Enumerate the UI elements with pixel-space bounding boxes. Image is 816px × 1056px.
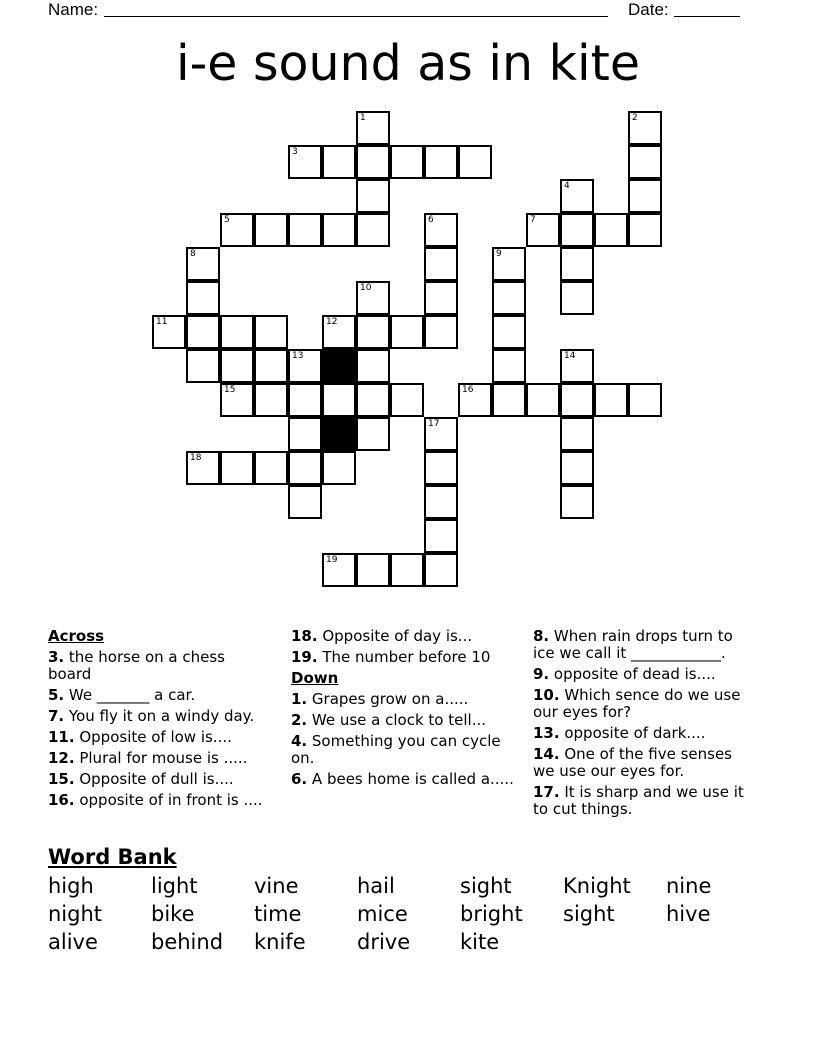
word-bank-word: vine [254, 874, 299, 898]
grid-cell[interactable] [186, 315, 220, 349]
grid-cell[interactable] [560, 247, 594, 281]
word-bank-word: kite [460, 930, 500, 954]
grid-cell[interactable] [288, 213, 322, 247]
clue-number: 9. [533, 665, 550, 683]
clue-number: 14 [564, 351, 576, 361]
clue-number: 12. [48, 749, 75, 767]
clue-number: 19 [326, 555, 338, 565]
clue-item [533, 687, 757, 721]
word-bank-word: bright [460, 902, 523, 926]
blocked-cell [322, 349, 356, 383]
word-bank-word: behind [151, 930, 224, 954]
grid-cell[interactable] [424, 417, 458, 451]
grid-cell[interactable] [492, 383, 526, 417]
clue-item [48, 750, 272, 767]
grid-cell[interactable] [186, 451, 220, 485]
clue-text: the horse on a chess board [48, 648, 225, 683]
clue-text: We _______ a car. [64, 686, 196, 704]
grid-cell[interactable] [220, 213, 254, 247]
blocked-cell [322, 417, 356, 451]
grid-cell[interactable] [254, 383, 288, 417]
grid-cell[interactable] [186, 349, 220, 383]
grid-cell[interactable] [424, 281, 458, 315]
word-bank-word: drive [357, 930, 411, 954]
clue-number: 11. [48, 728, 75, 746]
grid-cell[interactable] [424, 485, 458, 519]
grid-cell[interactable] [220, 383, 254, 417]
clue-text: We use a clock to tell... [307, 711, 487, 729]
grid-cell[interactable] [220, 315, 254, 349]
clue-item [533, 666, 757, 683]
word-bank-word: bike [151, 902, 195, 926]
clue-item [48, 729, 272, 746]
grid-cell[interactable] [356, 383, 390, 417]
clue-text: Something you can cycle on. [291, 732, 501, 767]
clue-number: 19. [291, 648, 318, 666]
grid-cell[interactable] [288, 451, 322, 485]
clue-number: 4. [291, 732, 308, 750]
grid-cell[interactable] [288, 417, 322, 451]
clue-text: One of the five senses we use our eyes for. [533, 745, 732, 780]
clue-number: 16. [48, 791, 75, 809]
clue-text: A bees home is called a..... [307, 770, 514, 788]
clue-item [291, 628, 515, 645]
grid-cell[interactable] [492, 247, 526, 281]
word-bank-word: sight [563, 902, 615, 926]
word-bank-word: light [151, 874, 198, 898]
clue-number: 7 [530, 215, 536, 225]
word-bank-word: nine [666, 874, 712, 898]
clue-number: 6 [428, 215, 434, 225]
clue-number: 5. [48, 686, 65, 704]
grid-cell[interactable] [560, 485, 594, 519]
clue-number: 17. [533, 783, 560, 801]
word-bank-word: sight [460, 874, 512, 898]
clue-number: 6. [291, 770, 308, 788]
clue-text: opposite of dead is.... [549, 665, 716, 683]
clue-number: 8 [190, 249, 196, 259]
clue-number: 10 [360, 283, 372, 293]
clue-text: Opposite of dull is.... [74, 770, 234, 788]
grid-cell[interactable] [424, 519, 458, 553]
grid-cell[interactable] [424, 213, 458, 247]
clue-number: 2. [291, 711, 308, 729]
grid-cell[interactable] [356, 145, 390, 179]
clue-text: opposite of in front is .... [74, 791, 263, 809]
clue-text: Opposite of low is.... [74, 728, 232, 746]
clue-number: 1 [360, 113, 366, 123]
grid-cell[interactable] [356, 349, 390, 383]
clue-item [291, 649, 515, 666]
clue-number: 13. [533, 724, 560, 742]
grid-cell[interactable] [526, 213, 560, 247]
clue-item [533, 628, 757, 662]
clue-item [291, 712, 515, 729]
down-heading: Down [291, 669, 339, 687]
grid-cell[interactable] [560, 281, 594, 315]
grid-cell[interactable] [288, 145, 322, 179]
grid-cell[interactable] [458, 145, 492, 179]
grid-cell[interactable] [492, 315, 526, 349]
grid-cell[interactable] [492, 281, 526, 315]
grid-cell[interactable] [220, 451, 254, 485]
grid-cell[interactable] [254, 213, 288, 247]
clue-number: 5 [224, 215, 230, 225]
clue-item [291, 691, 515, 708]
grid-cell[interactable] [458, 383, 492, 417]
clue-number: 14. [533, 745, 560, 763]
grid-cell[interactable] [526, 383, 560, 417]
grid-cell[interactable] [560, 179, 594, 213]
clue-number: 7. [48, 707, 65, 725]
clue-number: 12 [326, 317, 338, 327]
date-label: Date: [628, 0, 669, 19]
grid-cell[interactable] [560, 417, 594, 451]
grid-cell[interactable] [356, 281, 390, 315]
grid-cell[interactable] [424, 315, 458, 349]
grid-cell[interactable] [356, 179, 390, 213]
grid-cell[interactable] [390, 383, 424, 417]
clue-item [291, 733, 515, 767]
clue-text: opposite of dark.... [559, 724, 706, 742]
clue-number: 13 [292, 351, 304, 361]
clue-text: Opposite of day is... [317, 627, 473, 645]
clue-text: Which sence do we use our eyes for? [533, 686, 741, 721]
clue-item [533, 746, 757, 780]
word-bank-word: knife [254, 930, 306, 954]
grid-cell[interactable] [424, 145, 458, 179]
clue-text: It is sharp and we use it to cut things. [533, 783, 744, 818]
grid-cell[interactable] [254, 451, 288, 485]
grid-cell[interactable] [628, 145, 662, 179]
clue-number: 1. [291, 690, 308, 708]
word-bank-title: Word Bank [48, 845, 177, 869]
grid-cell[interactable] [288, 383, 322, 417]
word-bank-word: mice [357, 902, 408, 926]
word-bank-word: hail [357, 874, 395, 898]
clue-column-2 [291, 628, 515, 792]
clue-text: Plural for mouse is ..... [74, 749, 248, 767]
clue-item [291, 771, 515, 788]
grid-cell[interactable] [356, 315, 390, 349]
grid-cell[interactable] [560, 213, 594, 247]
clue-number: 16 [462, 385, 474, 395]
grid-cell[interactable] [356, 553, 390, 587]
grid-cell[interactable] [356, 111, 390, 145]
grid-cell[interactable] [322, 553, 356, 587]
grid-cell[interactable] [288, 485, 322, 519]
grid-cell[interactable] [322, 315, 356, 349]
grid-cell[interactable] [492, 349, 526, 383]
grid-cell[interactable] [560, 349, 594, 383]
grid-cell[interactable] [390, 315, 424, 349]
clue-column-1 [48, 628, 272, 813]
clue-text: Grapes grow on a..... [307, 690, 469, 708]
clue-number: 9 [496, 249, 502, 259]
clue-item [48, 792, 272, 809]
word-bank-word: alive [48, 930, 98, 954]
grid-cell[interactable] [390, 553, 424, 587]
grid-cell[interactable] [288, 349, 322, 383]
grid-cell[interactable] [628, 383, 662, 417]
clue-number: 2 [632, 113, 638, 123]
word-bank-word: high [48, 874, 94, 898]
grid-cell[interactable] [424, 451, 458, 485]
grid-cell[interactable] [254, 349, 288, 383]
grid-cell[interactable] [594, 213, 628, 247]
grid-cell[interactable] [594, 383, 628, 417]
grid-cell[interactable] [322, 383, 356, 417]
clue-number: 18. [291, 627, 318, 645]
word-bank-word: hive [666, 902, 711, 926]
grid-cell[interactable] [322, 145, 356, 179]
clue-number: 10. [533, 686, 560, 704]
name-label: Name: [48, 0, 99, 19]
clue-item [533, 725, 757, 742]
clue-text: You fly it on a windy day. [64, 707, 255, 725]
clue-item [48, 771, 272, 788]
grid-cell[interactable] [628, 179, 662, 213]
grid-cell[interactable] [322, 213, 356, 247]
grid-cell[interactable] [254, 315, 288, 349]
clue-number: 18 [190, 453, 202, 463]
clue-text: When rain drops turn to ice we call it ____________. [533, 627, 733, 662]
clue-item [48, 649, 272, 683]
grid-cell[interactable] [186, 247, 220, 281]
grid-cell[interactable] [152, 315, 186, 349]
grid-cell[interactable] [390, 145, 424, 179]
word-bank-word: night [48, 902, 103, 926]
clue-number: 8. [533, 627, 550, 645]
word-bank-word: time [254, 902, 302, 926]
clue-number: 3 [292, 147, 298, 157]
grid-cell[interactable] [560, 451, 594, 485]
grid-cell[interactable] [560, 383, 594, 417]
clue-column-3 [533, 628, 757, 822]
grid-cell[interactable] [356, 213, 390, 247]
grid-cell[interactable] [424, 247, 458, 281]
clue-item [533, 784, 757, 818]
clue-number: 11 [156, 317, 168, 327]
clue-item [48, 687, 272, 704]
clue-item [48, 708, 272, 725]
clue-number: 17 [428, 419, 440, 429]
grid-cell[interactable] [220, 349, 254, 383]
clue-number: 15. [48, 770, 75, 788]
grid-cell[interactable] [424, 553, 458, 587]
clue-text: The number before 10 [317, 648, 491, 666]
clue-number: 4 [564, 181, 570, 191]
page-title: i-e sound as in kite [175, 35, 641, 92]
grid-cell[interactable] [322, 451, 356, 485]
grid-cell[interactable] [186, 281, 220, 315]
clue-number: 3. [48, 648, 65, 666]
word-bank-word: Knight [563, 874, 631, 898]
grid-cell[interactable] [356, 417, 390, 451]
grid-cell[interactable] [628, 213, 662, 247]
clue-number: 15 [224, 385, 236, 395]
grid-cell[interactable] [628, 111, 662, 145]
across-heading: Across [48, 627, 105, 645]
